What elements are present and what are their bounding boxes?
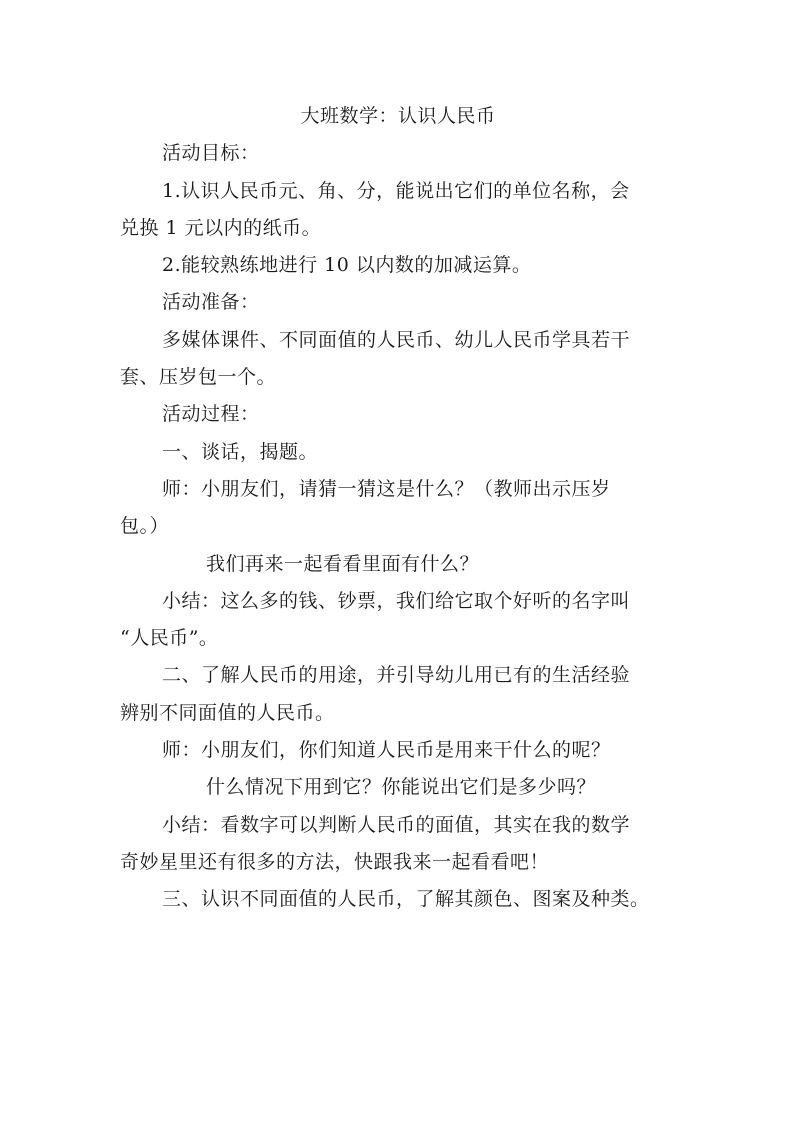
paragraph-line: 我们再来一起看看里面有什么？	[206, 552, 480, 575]
paragraph-line: 包。）	[120, 515, 170, 538]
paragraph-line: 什么情况下用到它？你能说出它们是多少吗？	[206, 776, 597, 799]
paragraph-line: 小结：这么多的钱、钞票，我们给它取个好听的名字叫	[162, 589, 631, 612]
paragraph-line: 二、了解人民币的用途，并引导幼儿用已有的生活经验	[162, 664, 631, 687]
paragraph-line: 2.能较熟练地进行 10 以内数的加减运算。	[162, 254, 532, 277]
paragraph-line: “人民币”。	[120, 627, 219, 650]
paragraph-line: 兑换 1 元以内的纸币。	[120, 216, 322, 239]
document-page	[120, 98, 676, 919]
paragraph-line: 师：小朋友们，你们知道人民币是用来干什么的呢？	[162, 739, 611, 762]
paragraph-line: 三、认识不同面值的人民币，了解其颜色、图案及种类。	[162, 888, 650, 911]
paragraph-line: 奇妙星里还有很多的方法，快跟我来一起看看吧！	[120, 850, 550, 873]
paragraph-line: 活动过程：	[162, 403, 260, 426]
paragraph-line: 套、压岁包一个。	[120, 366, 277, 389]
paragraph-line: 辨别不同面值的人民币。	[120, 701, 335, 724]
paragraph-line: 小结：看数字可以判断人民币的面值，其实在我的数学	[162, 813, 631, 836]
paragraph-line: 1.认识人民币元、角、分，能说出它们的单位名称，会	[162, 179, 630, 202]
paragraph-line: 活动目标：	[162, 142, 260, 165]
document-title: 大班数学：认识人民币	[300, 105, 496, 127]
paragraph-line: 活动准备：	[162, 291, 260, 314]
paragraph-line: 多媒体课件、不同面值的人民币、幼儿人民币学具若干	[162, 328, 631, 351]
paragraph-line: 一、谈话，揭题。	[162, 440, 319, 463]
paragraph-line: 师：小朋友们，请猜一猜这是什么？（教师出示压岁	[162, 477, 611, 500]
